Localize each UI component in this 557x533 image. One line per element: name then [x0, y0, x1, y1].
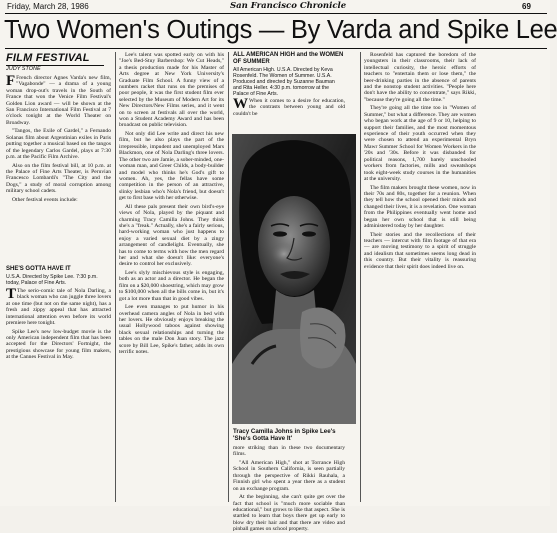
headline-rule	[5, 48, 547, 49]
column-divider	[115, 52, 116, 502]
paragraph: Not only did Lee write and direct his new film, but he also plays the part of the irrepressible, impudent and unemployed Mars Blackmon, one of Nola Darling's three lovers. The other two are Jamie, a sober-minded, one-woman man, and Greer Childs, a body-builder and model who thinks he's God's gift to women. Ah, yes, the fellas have some competition in the person of an attractive, slinky lesbian who's Nola's friend, but doesn't get to first base with her otherwise.	[119, 131, 224, 202]
masthead-date: Friday, March 28, 1986	[7, 2, 89, 11]
paragraph: Lee even manages to put humor in his overhead camera angles of Nola in bed with her lovers. He obviously enjoys breaking the usual Hollywood taboos against showing black sexual relationships and turning the tables on the male Don Juan story. The jazz score by Bill Lee, Spike's father, adds its own terrific notes.	[119, 304, 224, 356]
paragraph: Other festival events include:	[12, 196, 78, 203]
paragraph: more striking than in these two documentary films.	[233, 445, 345, 458]
photo-caption: Tracy Camilla Johns in Spike Lee's 'She's Gotta Have It'	[233, 428, 336, 443]
photo-tracy-camilla-johns	[232, 134, 356, 424]
column-3-top	[233, 98, 345, 130]
column-divider	[228, 52, 229, 502]
headline: Two Women's Outings — By Varda and Spike Lee	[4, 16, 557, 44]
section-label: FILM FESTIVAL	[6, 52, 90, 64]
paragraph: The film makers brought these women, now in their 70s and 80s, together for a reunion. When they tell how the school opened their minds and changed their lives, it is a revelation. One woman from the Philippines eventually went home and began her own school that is still being administered today by her daughter.	[364, 184, 476, 229]
paragraph: "All American High," shot at Torrance High School in Southern California, is seen partially through the perspective of Rikki Rauhala, a Finnish girl who spent a year there as a student on an exchange program.	[233, 460, 345, 492]
paragraph: All these pals present their own bird's-eye views of Nola, played by the piquant and charming Tracy Camilla Johns. They think she's a "freak." Actually, she's a fairly serious, hard-working woman who just happens to enjoy a varied sexual diet by a zingy arrangement of candlelight. Eventually, she has to come to terms with how the men regard her and what she doesn't like: everyone's desire to control her exclusively.	[119, 203, 224, 268]
column-4	[364, 52, 476, 502]
paragraph: Lee's slyly mischievous style is engaging, both as an actor and a director. He began the film on a $20,000 shoestring, which may grow to $100,000 when all the bills come in, but it's got a lot more than that in good vibes.	[119, 269, 224, 302]
paragraph: At the beginning, she can't quite get over the fact that school is "much more sociable than educational," but grows to like that aspect. She is startled to learn that boys there get up early to blow dry their hair and that there are video and pinball games on school property.	[233, 494, 345, 533]
paragraph: They're going all the time too in "Women of Summer," but what a difference. They are women who began work at the age of 9 or 10, helping to support their families, and the most momentous experience of their youth occurred when they were chosen to attend an experimental Bryn Mawr Summer School for Women Workers in the '20s and '30s. Before it was disbanded for political reasons, 1,700 barely unschooled workers from factories, mills and sweatshops took eight-week study courses in the humanities at the university.	[364, 105, 476, 182]
film-info-shes-gotta-have-it: U.S.A. Directed by Spike Lee. 7:30 p.m. today, Palace of Fine Arts.	[6, 274, 98, 286]
paragraph: Lee's talent was spotted early on with his "Joe's Bed-Stuy Barbershop: We Cut Heads," a thesis production made for his Master of Arts degree at New York University's Graduate Film School. A funny view of a numbers racket that runs on the premises of poor people, it was the first student film ever selected by the Museum of Modern Art for its New Directors/New Films series, and it went on to screen at festivals all over the world, won a Student Academy Award and has been broadcast on public television.	[119, 52, 224, 129]
column-3-bottom	[233, 445, 345, 533]
dropcap: F	[6, 73, 16, 89]
paragraph: "Tangos, the Exile of Gardel," a Fernando Solanas film about Argentinian exiles in Paris putting together a musical based on the tangos of the legendary Carlos Gardel, plays at 7:30 p.m. at the Pacific Film Archive.	[6, 128, 111, 161]
column-1-bottom	[6, 288, 111, 502]
masthead-page-number: 69	[522, 2, 531, 11]
subhead-all-american-high: ALL AMERICAN HIGH and the WOMEN OF SUMMER	[233, 52, 344, 65]
dropcap: W	[233, 96, 248, 112]
paragraph: Spike Lee's new low-budget movie is the only American independent film that has been accepted for the Directors' Fortnight, the prestigious showcase for young film makers, at the Cannes Festival in May.	[6, 328, 111, 361]
byline: JUDY STONE	[6, 66, 41, 72]
paragraph: Also on the film festival bill, at 10 p.m. at the Palace of Fine Arts Theater, is Peruvian Francesco Lombardi's "The City and the Dogs," a study of moral corruption among military school cadets.	[6, 162, 111, 195]
masthead-paper-name: San Francisco Chronicle	[230, 1, 347, 11]
photo-image	[232, 134, 356, 424]
paragraph: Rosenfeld has captured the boredom of the youngsters in their classrooms, their lack of intellectual curiosity, the heroic efforts of teachers to "entertain them or lose them," the beer-drinking parties in the absence of parents and the nonstop student activities. "People here don't have the ability to concentrate," says Rikki, "because they're going all the time."	[364, 52, 476, 103]
paragraph: Their stories and the recollections of their teachers — intercut with film footage of that era — are moving testimony to a spirit of struggle and idealism that sometimes seems long dead in this country. But their vitality is reassuring evidence that their spirit does indeed live on.	[364, 231, 476, 270]
paragraph: T The serio-comic tale of Nola Darling, a black woman who can juggle three lovers at one time (but not on the same night), has a fresh and zippy appeal that has attracted international attention even before its world premiere here tonight.	[6, 286, 111, 327]
dropcap: T	[6, 286, 17, 302]
masthead-rule	[5, 13, 547, 14]
paragraph: F French director Agnes Varda's new film, "Vagabonde" — a drama of a young woman drop-out's travels in the South of France that won the Venice Film Festival's Golden Lion award — will be shown at the San Francisco International Film Festival at 7 o'clock tonight at the World Theater on Broadway.	[6, 73, 111, 126]
column-2	[119, 52, 224, 502]
column-1-top	[6, 75, 111, 261]
column-divider	[360, 52, 361, 502]
paragraph: W When it comes to a desire for education, the contrasts between young and old couldn't be	[233, 96, 345, 117]
subhead-shes-gotta-have-it: SHE'S GOTTA HAVE IT	[6, 266, 71, 272]
film-info-all-american-high: All American High. U.S.A. Directed by Keva Rosenfeld. The Women of Summer. U.S.A. Produced and directed by Suzanne Bauman and Rita Heller. 4:30 p.m. tomorrow at the Palace of Fine Arts.	[233, 67, 335, 97]
